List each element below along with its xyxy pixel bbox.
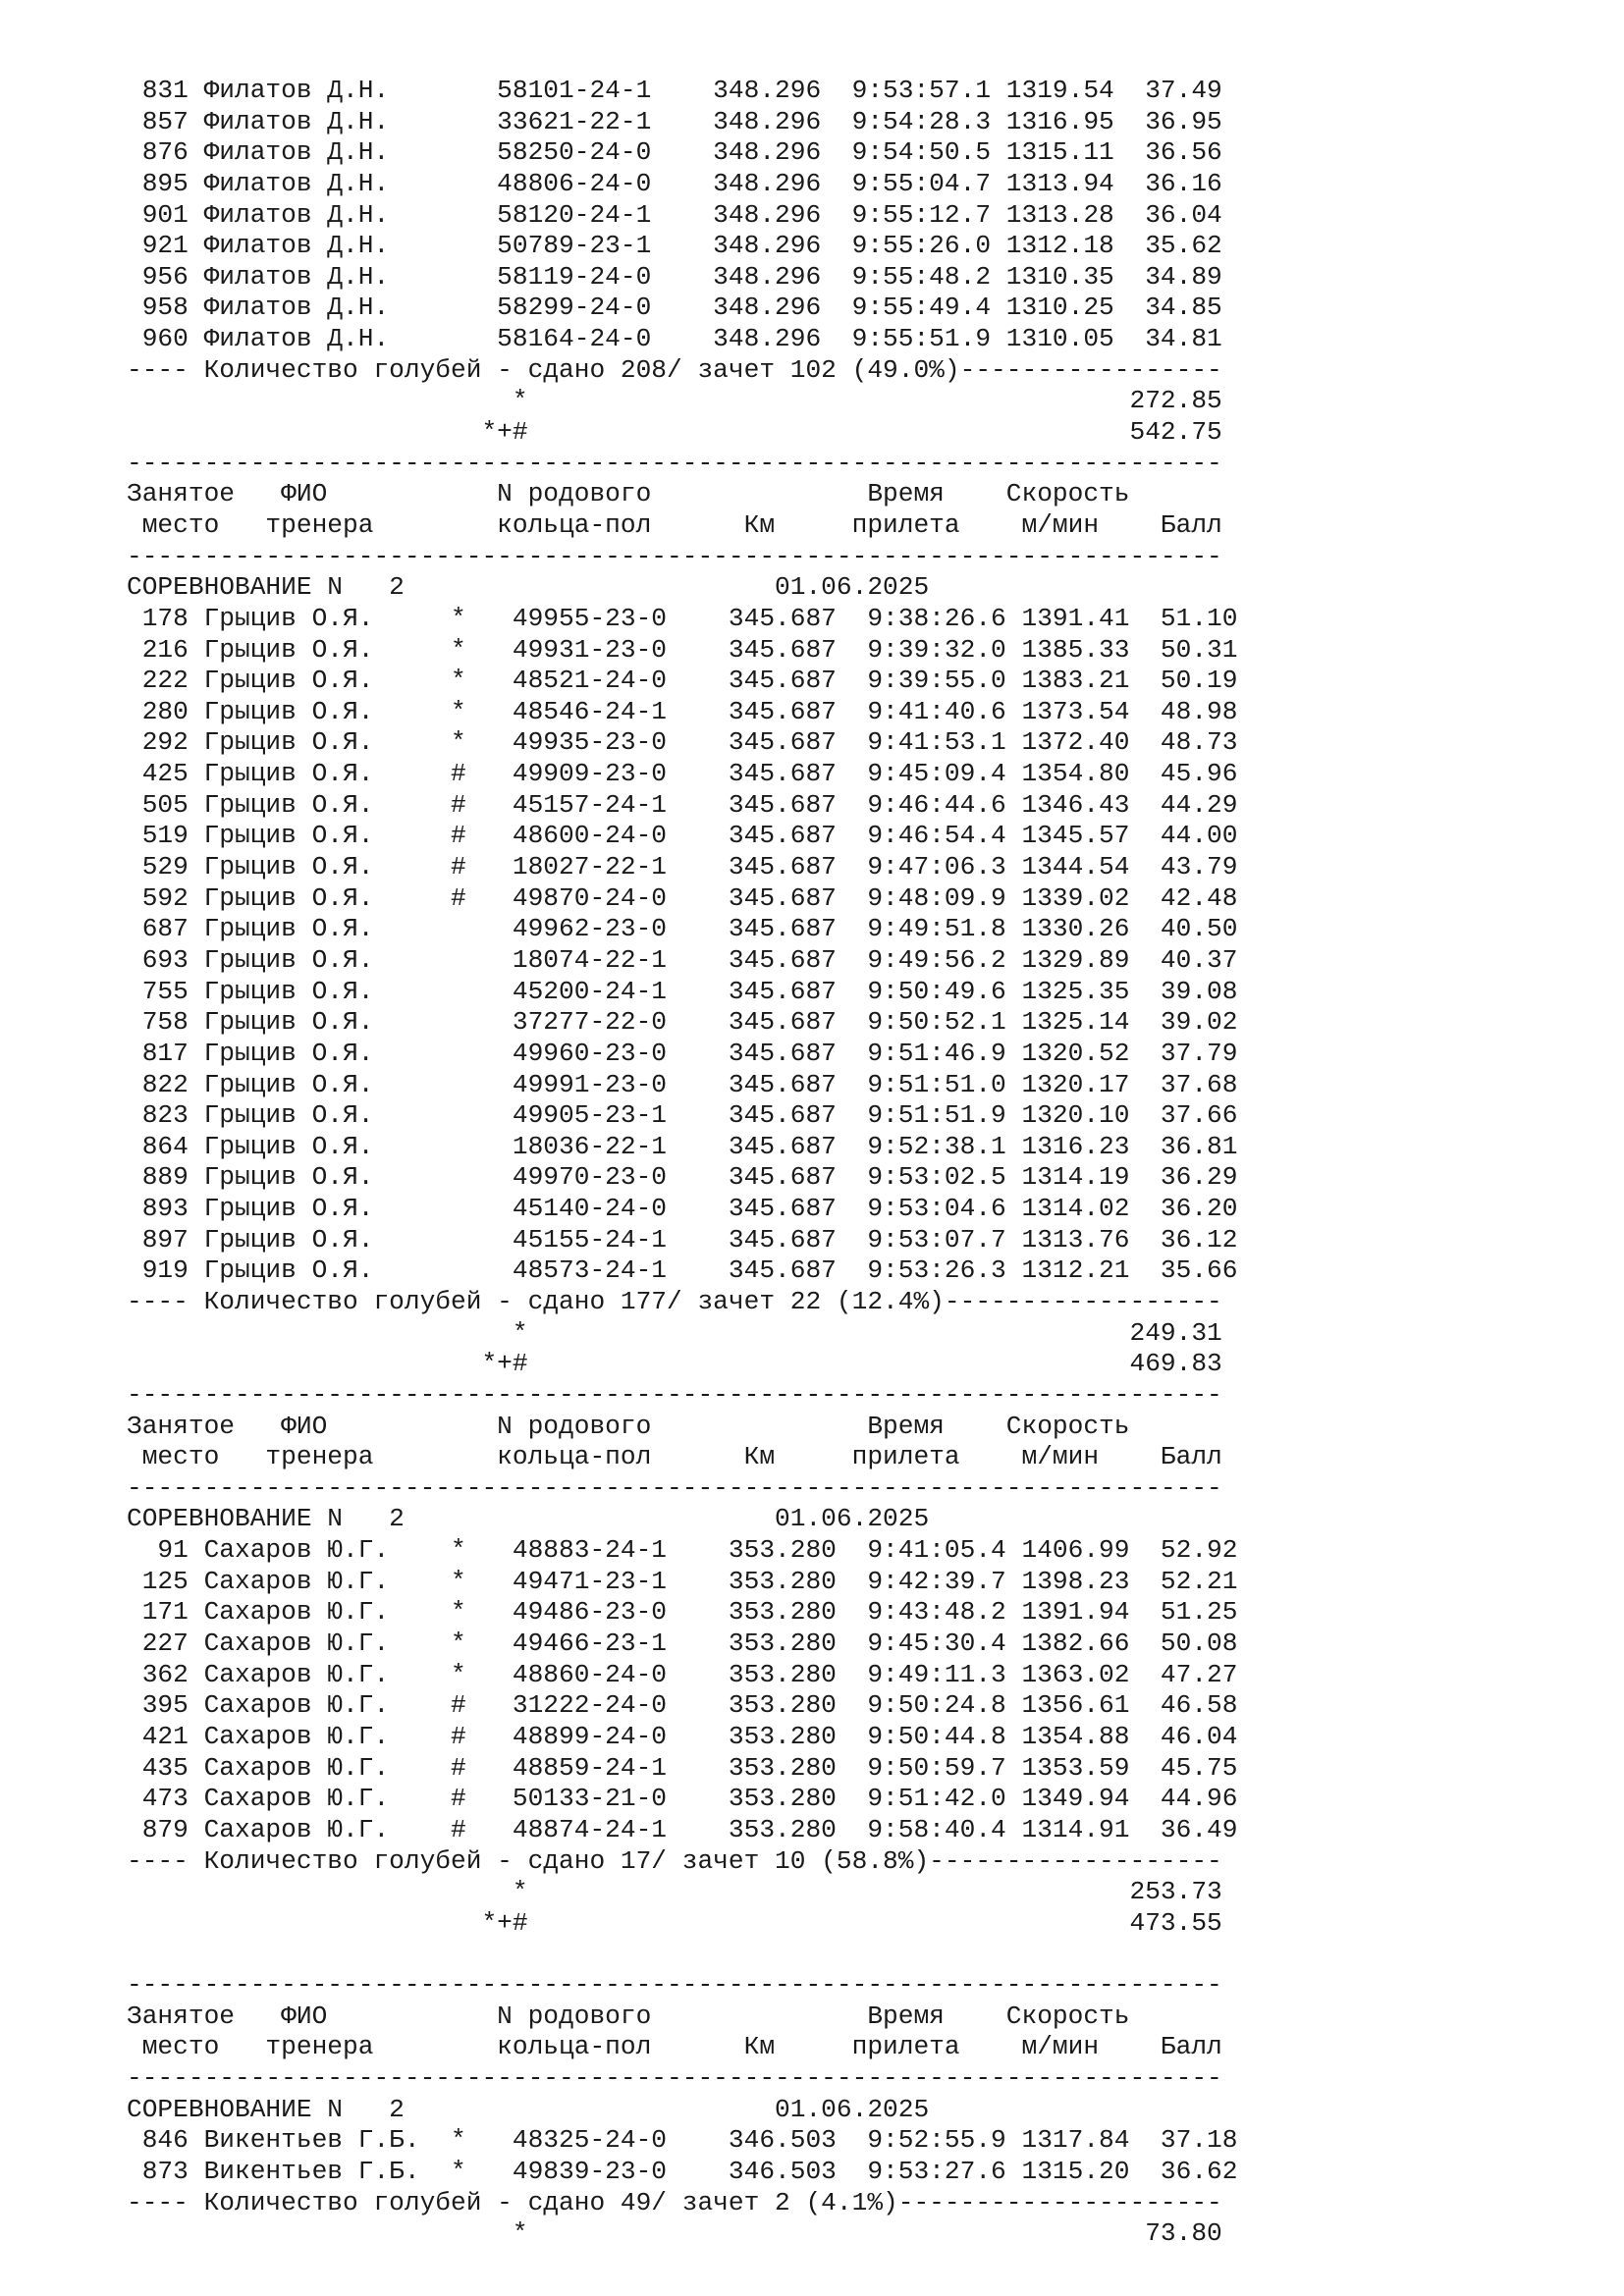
result-row: 831 Филатов Д.Н. 58101-24-1 348.296 9:53:57.1 1319.54 37.49: [127, 76, 1222, 105]
separator-line: -----------------------------------------------------------------------: [127, 2063, 1222, 2093]
result-row: 362 Сахаров Ю.Г. * 48860-24-0 353.280 9:49:11.3 1363.02 47.27: [127, 1659, 1238, 1689]
column-header-line: Занятое ФИО N родового Время Скорость: [127, 479, 1130, 509]
results-printout: [127, 76, 1237, 2250]
result-row: 125 Сахаров Ю.Г. * 49471-23-1 353.280 9:42:39.7 1398.23 52.21: [127, 1566, 1238, 1596]
separator-line: -----------------------------------------------------------------------: [127, 1472, 1222, 1503]
result-row: 864 Грыцив О.Я. 18036-22-1 345.687 9:52:38.1 1316.23 36.81: [127, 1131, 1238, 1161]
pigeon-count-summary: ---- Количество голубей - сдано 17/ зачет 10 (58.8%)-------------------: [127, 1845, 1222, 1876]
score-total-line: * 253.73: [127, 1877, 1222, 1907]
score-total-line: *+# 473.55: [127, 1907, 1222, 1938]
result-row: 216 Грыцив О.Я. * 49931-23-0 345.687 9:39:32.0 1385.33 50.31: [127, 634, 1238, 665]
result-row: 222 Грыцив О.Я. * 48521-24-0 345.687 9:39:55.0 1383.21 50.19: [127, 666, 1238, 696]
column-header-line: Занятое ФИО N родового Время Скорость: [127, 1411, 1130, 1441]
pigeon-count-summary: ---- Количество голубей - сдано 208/ зачет 102 (49.0%)-----------------: [127, 354, 1222, 385]
result-row: 435 Сахаров Ю.Г. # 48859-24-1 353.280 9:50:59.7 1353.59 45.75: [127, 1752, 1238, 1783]
competition-title-line: СОРЕВНОВАНИЕ N 2 01.06.2025: [127, 572, 930, 603]
result-row: 921 Филатов Д.Н. 50789-23-1 348.296 9:55:26.0 1312.18 35.62: [127, 231, 1222, 261]
result-row: 687 Грыцив О.Я. 49962-23-0 345.687 9:49:51.8 1330.26 40.50: [127, 914, 1238, 944]
result-row: 758 Грыцив О.Я. 37277-22-0 345.687 9:50:52.1 1325.14 39.02: [127, 1007, 1238, 1038]
result-row: 889 Грыцив О.Я. 49970-23-0 345.687 9:53:02.5 1314.19 36.29: [127, 1162, 1238, 1193]
pigeon-count-summary: ---- Количество голубей - сдано 49/ зачет 2 (4.1%)---------------------: [127, 2187, 1222, 2217]
result-row: 227 Сахаров Ю.Г. * 49466-23-1 353.280 9:45:30.4 1382.66 50.08: [127, 1629, 1238, 1659]
separator-line: -----------------------------------------------------------------------: [127, 1970, 1222, 2001]
result-row: 91 Сахаров Ю.Г. * 48883-24-1 353.280 9:41:05.4 1406.99 52.92: [127, 1535, 1238, 1566]
score-total-line: * 249.31: [127, 1317, 1222, 1348]
result-row: 519 Грыцив О.Я. # 48600-24-0 345.687 9:46:54.4 1345.57 44.00: [127, 821, 1238, 851]
result-row: 529 Грыцив О.Я. # 18027-22-1 345.687 9:47:06.3 1344.54 43.79: [127, 852, 1238, 882]
score-total-line: * 272.85: [127, 386, 1222, 416]
column-header-line: место тренера кольца-пол Км прилета м/мин Балл: [127, 509, 1222, 540]
column-header-line: Занятое ФИО N родового Время Скорость: [127, 2001, 1130, 2031]
result-row: 897 Грыцив О.Я. 45155-24-1 345.687 9:53:07.7 1313.76 36.12: [127, 1224, 1238, 1255]
result-row: 956 Филатов Д.Н. 58119-24-0 348.296 9:55:48.2 1310.35 34.89: [127, 261, 1222, 292]
separator-line: -----------------------------------------------------------------------: [127, 541, 1222, 571]
result-row: 846 Викентьев Г.Б. * 48325-24-0 346.503 9:52:55.9 1317.84 37.18: [127, 2125, 1238, 2156]
result-row: 505 Грыцив О.Я. # 45157-24-1 345.687 9:46:44.6 1346.43 44.29: [127, 789, 1238, 820]
result-row: 895 Филатов Д.Н. 48806-24-0 348.296 9:55:04.7 1313.94 36.16: [127, 168, 1222, 198]
result-row: 292 Грыцив О.Я. * 49935-23-0 345.687 9:41:53.1 1372.40 48.73: [127, 727, 1238, 758]
score-total-line: * 73.80: [127, 2218, 1222, 2249]
result-row: 958 Филатов Д.Н. 58299-24-0 348.296 9:55:49.4 1310.25 34.85: [127, 293, 1222, 323]
separator-line: -----------------------------------------------------------------------: [127, 448, 1222, 478]
result-row: 817 Грыцив О.Я. 49960-23-0 345.687 9:51:46.9 1320.52 37.79: [127, 1038, 1238, 1068]
result-row: 879 Сахаров Ю.Г. # 48874-24-1 353.280 9:58:40.4 1314.91 36.49: [127, 1814, 1238, 1844]
column-header-line: место тренера кольца-пол Км прилета м/мин Балл: [127, 1442, 1222, 1472]
result-row: 473 Сахаров Ю.Г. # 50133-21-0 353.280 9:51:42.0 1349.94 44.96: [127, 1784, 1238, 1814]
result-row: 823 Грыцив О.Я. 49905-23-1 345.687 9:51:51.9 1320.10 37.66: [127, 1100, 1238, 1131]
result-row: 421 Сахаров Ю.Г. # 48899-24-0 353.280 9:50:44.8 1354.88 46.04: [127, 1721, 1238, 1751]
result-row: 857 Филатов Д.Н. 33621-22-1 348.296 9:54:28.3 1316.95 36.95: [127, 106, 1222, 136]
result-row: 876 Филатов Д.Н. 58250-24-0 348.296 9:54:50.5 1315.11 36.56: [127, 137, 1222, 168]
result-row: 960 Филатов Д.Н. 58164-24-0 348.296 9:55:51.9 1310.05 34.81: [127, 324, 1222, 354]
result-row: 395 Сахаров Ю.Г. # 31222-24-0 353.280 9:50:24.8 1356.61 46.58: [127, 1690, 1238, 1721]
blank-line: [127, 1939, 1237, 1970]
result-row: 919 Грыцив О.Я. 48573-24-1 345.687 9:53:26.3 1312.21 35.66: [127, 1255, 1238, 1286]
result-row: 822 Грыцив О.Я. 49991-23-0 345.687 9:51:51.0 1320.17 37.68: [127, 1069, 1238, 1099]
result-row: 893 Грыцив О.Я. 45140-24-0 345.687 9:53:04.6 1314.02 36.20: [127, 1194, 1238, 1224]
result-row: 280 Грыцив О.Я. * 48546-24-1 345.687 9:41:40.6 1373.54 48.98: [127, 696, 1238, 726]
result-row: 425 Грыцив О.Я. # 49909-23-0 345.687 9:45:09.4 1354.80 45.96: [127, 759, 1238, 789]
result-row: 901 Филатов Д.Н. 58120-24-1 348.296 9:55:12.7 1313.28 36.04: [127, 199, 1222, 230]
result-row: 873 Викентьев Г.Б. * 49839-23-0 346.503 9:53:27.6 1315.20 36.62: [127, 2156, 1238, 2186]
result-row: 178 Грыцив О.Я. * 49955-23-0 345.687 9:38:26.6 1391.41 51.10: [127, 603, 1238, 633]
column-header-line: место тренера кольца-пол Км прилета м/мин Балл: [127, 2032, 1222, 2062]
score-total-line: *+# 469.83: [127, 1349, 1222, 1379]
result-row: 171 Сахаров Ю.Г. * 49486-23-0 353.280 9:43:48.2 1391.94 51.25: [127, 1597, 1238, 1628]
separator-line: -----------------------------------------------------------------------: [127, 1379, 1222, 1410]
result-row: 755 Грыцив О.Я. 45200-24-1 345.687 9:50:49.6 1325.35 39.08: [127, 976, 1238, 1006]
result-row: 693 Грыцив О.Я. 18074-22-1 345.687 9:49:56.2 1329.89 40.37: [127, 944, 1238, 975]
pigeon-count-summary: ---- Количество голубей - сдано 177/ зачет 22 (12.4%)------------------: [127, 1286, 1222, 1316]
competition-title-line: СОРЕВНОВАНИЕ N 2 01.06.2025: [127, 1504, 930, 1534]
result-row: 592 Грыцив О.Я. # 49870-24-0 345.687 9:48:09.9 1339.02 42.48: [127, 882, 1238, 913]
competition-title-line: СОРЕВНОВАНИЕ N 2 01.06.2025: [127, 2094, 930, 2124]
score-total-line: *+# 542.75: [127, 417, 1222, 448]
